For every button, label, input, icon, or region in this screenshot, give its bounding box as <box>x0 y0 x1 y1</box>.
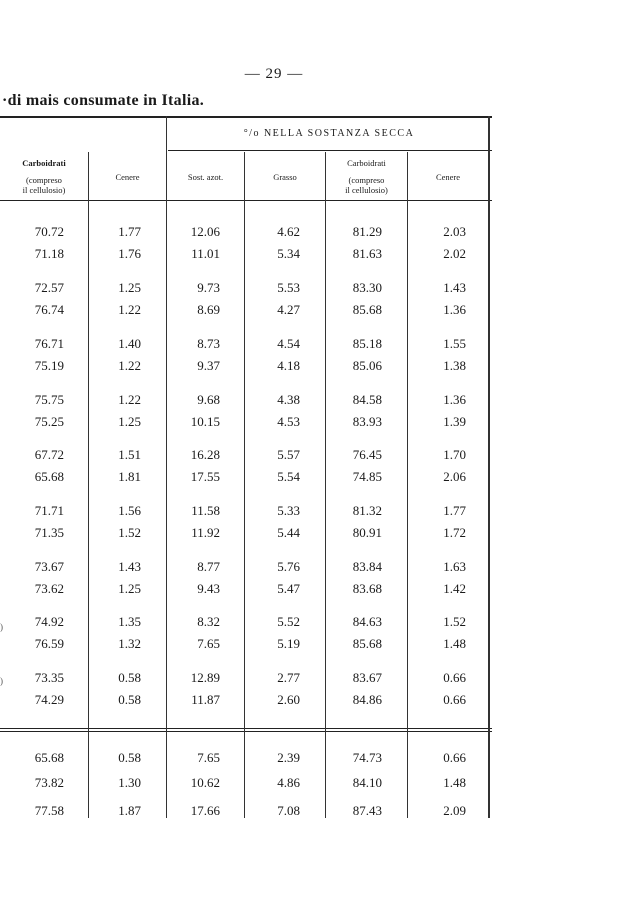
table-cell: 5.54 <box>277 469 300 484</box>
table-cell: 16.28 <box>190 447 220 462</box>
table-cell: 0.66 <box>443 750 466 765</box>
table-cell: 0.58 <box>118 750 141 765</box>
table-cell: 74.29 <box>34 692 64 707</box>
table-cell: 1.43 <box>443 280 466 295</box>
table-heading: ·di mais consumate in Italia. <box>2 92 205 109</box>
table-cell: 2.77 <box>277 670 300 685</box>
column-header-line: (compreso <box>26 174 62 185</box>
table-cell: 73.35 <box>34 670 64 685</box>
table-cell: 4.62 <box>277 224 300 239</box>
table-cell: 84.58 <box>352 392 382 407</box>
table-cell: 85.68 <box>352 636 382 651</box>
column-divider <box>166 116 167 818</box>
table-cell: 1.63 <box>443 559 466 574</box>
table-cell: 75.75 <box>34 392 64 407</box>
top-rule <box>0 116 492 118</box>
table-cell: 9.68 <box>197 392 220 407</box>
table-cell: 74.85 <box>352 469 382 484</box>
table-cell: 2.02 <box>443 246 466 261</box>
table-cell: 4.18 <box>277 358 300 373</box>
table-cell: 4.27 <box>277 302 300 317</box>
table-cell: 1.72 <box>443 525 466 540</box>
table-cell: 0.58 <box>118 670 141 685</box>
table-cell: 1.36 <box>443 392 466 407</box>
group-header-rule <box>168 150 492 151</box>
table-cell: 5.34 <box>277 246 300 261</box>
table-cell: 76.71 <box>34 336 64 351</box>
table-cell: 83.68 <box>352 581 382 596</box>
column-header-line: il cellulosio) <box>345 185 388 196</box>
table-cell: 1.52 <box>443 614 466 629</box>
column-header-rule <box>0 200 492 201</box>
table-cell: 11.58 <box>191 503 220 518</box>
table-cell: 1.36 <box>443 302 466 317</box>
table-cell: 84.86 <box>352 692 382 707</box>
table-cell: 5.76 <box>277 559 300 574</box>
table-cell: 1.77 <box>443 503 466 518</box>
table-cell: 84.10 <box>352 775 382 790</box>
table-cell: 1.51 <box>118 447 141 462</box>
table-cell: 1.52 <box>118 525 141 540</box>
table-cell: 75.25 <box>34 414 64 429</box>
table-cell: 72.57 <box>34 280 64 295</box>
table-cell: 0.66 <box>443 670 466 685</box>
column-header-carboidrati <box>0 154 88 200</box>
table-cell: 8.69 <box>197 302 220 317</box>
group-header: °/o NELLA SOSTANZA SECCA <box>243 128 415 139</box>
table-cell: 73.62 <box>34 581 64 596</box>
table-cell: 83.84 <box>352 559 382 574</box>
column-header-sost-azot <box>167 154 244 200</box>
table-cell: 1.48 <box>443 636 466 651</box>
table-cell: 70.72 <box>34 224 64 239</box>
table-cell: 1.76 <box>118 246 141 261</box>
table-cell: 1.42 <box>443 581 466 596</box>
section-rule-second <box>0 731 492 732</box>
table-cell: 4.54 <box>277 336 300 351</box>
table-cell: 71.35 <box>34 525 64 540</box>
table-cell: 5.19 <box>277 636 300 651</box>
table-cell: 9.73 <box>197 280 220 295</box>
table-cell: 11.01 <box>191 246 220 261</box>
column-header-line: Grasso <box>273 171 297 182</box>
table-cell: 1.87 <box>118 803 141 818</box>
table-cell: 4.86 <box>277 775 300 790</box>
column-header-line: (compreso <box>348 174 385 185</box>
column-header-cenere <box>89 154 166 200</box>
table-cell: 76.45 <box>352 447 382 462</box>
table-cell: 85.68 <box>352 302 382 317</box>
table-cell: 80.91 <box>352 525 382 540</box>
table-cell: 1.22 <box>118 358 141 373</box>
table-cell: 65.68 <box>34 469 64 484</box>
table-cell: 11.92 <box>191 525 220 540</box>
column-header-line: Cenere <box>115 171 140 182</box>
table-cell: 0.66 <box>443 692 466 707</box>
margin-mark: ) <box>0 622 3 632</box>
table-cell: 74.73 <box>352 750 382 765</box>
table-cell: 11.87 <box>191 692 220 707</box>
table-cell: 1.48 <box>443 775 466 790</box>
table-cell: 1.56 <box>118 503 141 518</box>
table-cell: 85.18 <box>352 336 382 351</box>
table-cell: 84.63 <box>352 614 382 629</box>
table-cell: 74.92 <box>34 614 64 629</box>
table-cell: 71.71 <box>34 503 64 518</box>
table-cell: 2.03 <box>443 224 466 239</box>
table-cell: 17.66 <box>190 803 220 818</box>
column-header-line: Sost. azot. <box>187 171 224 182</box>
table-cell: 1.40 <box>118 336 141 351</box>
table-cell: 0.58 <box>118 692 141 707</box>
data-table <box>0 116 492 818</box>
table-cell: 2.60 <box>277 692 300 707</box>
table-cell: 81.29 <box>352 224 382 239</box>
column-header-grasso <box>245 154 325 200</box>
table-cell: 2.39 <box>277 750 300 765</box>
table-right-border <box>488 116 490 818</box>
table-cell: 1.39 <box>443 414 466 429</box>
table-cell: 4.53 <box>277 414 300 429</box>
section-rule <box>0 728 492 729</box>
table-cell: 1.22 <box>118 302 141 317</box>
table-cell: 1.70 <box>443 447 466 462</box>
table-cell: 76.74 <box>34 302 64 317</box>
column-header-carboidrati-secca <box>326 154 407 200</box>
page-number: — 29 — <box>244 66 304 82</box>
table-cell: 1.32 <box>118 636 141 651</box>
table-cell: 9.37 <box>197 358 220 373</box>
table-cell: 83.67 <box>352 670 382 685</box>
table-cell: 7.65 <box>197 636 220 651</box>
table-cell: 83.93 <box>352 414 382 429</box>
table-cell: 2.09 <box>443 803 466 818</box>
table-cell: 10.62 <box>190 775 220 790</box>
table-cell: 1.25 <box>118 581 141 596</box>
table-cell: 5.57 <box>277 447 300 462</box>
table-cell: 9.43 <box>197 581 220 596</box>
table-cell: 1.38 <box>443 358 466 373</box>
table-cell: 85.06 <box>352 358 382 373</box>
table-cell: 1.25 <box>118 414 141 429</box>
column-header-line: il cellulosio) <box>22 185 66 196</box>
table-cell: 1.43 <box>118 559 141 574</box>
table-cell: 12.89 <box>190 670 220 685</box>
table-cell: 1.81 <box>118 469 141 484</box>
table-cell: 7.65 <box>197 750 220 765</box>
table-cell: 4.38 <box>277 392 300 407</box>
table-cell: 1.25 <box>118 280 141 295</box>
table-cell: 8.32 <box>197 614 220 629</box>
table-cell: 12.06 <box>190 224 220 239</box>
table-cell: 5.52 <box>277 614 300 629</box>
table-cell: 75.19 <box>34 358 64 373</box>
table-cell: 1.30 <box>118 775 141 790</box>
table-cell: 1.35 <box>118 614 141 629</box>
margin-mark: ) <box>0 676 3 686</box>
table-cell: 7.08 <box>277 803 300 818</box>
table-cell: 71.18 <box>34 246 64 261</box>
table-cell: 81.63 <box>352 246 382 261</box>
table-cell: 1.55 <box>443 336 466 351</box>
table-cell: 5.53 <box>277 280 300 295</box>
table-cell: 67.72 <box>34 447 64 462</box>
table-cell: 5.47 <box>277 581 300 596</box>
table-cell: 77.58 <box>34 803 64 818</box>
table-cell: 87.43 <box>352 803 382 818</box>
column-header-line: Carboidrati <box>347 158 386 169</box>
table-cell: 73.67 <box>34 559 64 574</box>
table-cell: 8.73 <box>197 336 220 351</box>
table-cell: 5.33 <box>277 503 300 518</box>
table-cell: 76.59 <box>34 636 64 651</box>
table-cell: 65.68 <box>34 750 64 765</box>
table-cell: 5.44 <box>277 525 300 540</box>
table-cell: 8.77 <box>197 559 220 574</box>
column-header-cenere-secca <box>408 154 488 200</box>
table-cell: 17.55 <box>190 469 220 484</box>
table-cell: 81.32 <box>352 503 382 518</box>
table-cell: 10.15 <box>190 414 220 429</box>
table-cell: 1.77 <box>118 224 141 239</box>
column-header-line: Cenere <box>435 171 461 182</box>
table-cell: 83.30 <box>352 280 382 295</box>
table-cell: 2.06 <box>443 469 466 484</box>
table-cell: 73.82 <box>34 775 64 790</box>
table-cell: 1.22 <box>118 392 141 407</box>
column-header-line: Carboidrati <box>22 158 66 169</box>
